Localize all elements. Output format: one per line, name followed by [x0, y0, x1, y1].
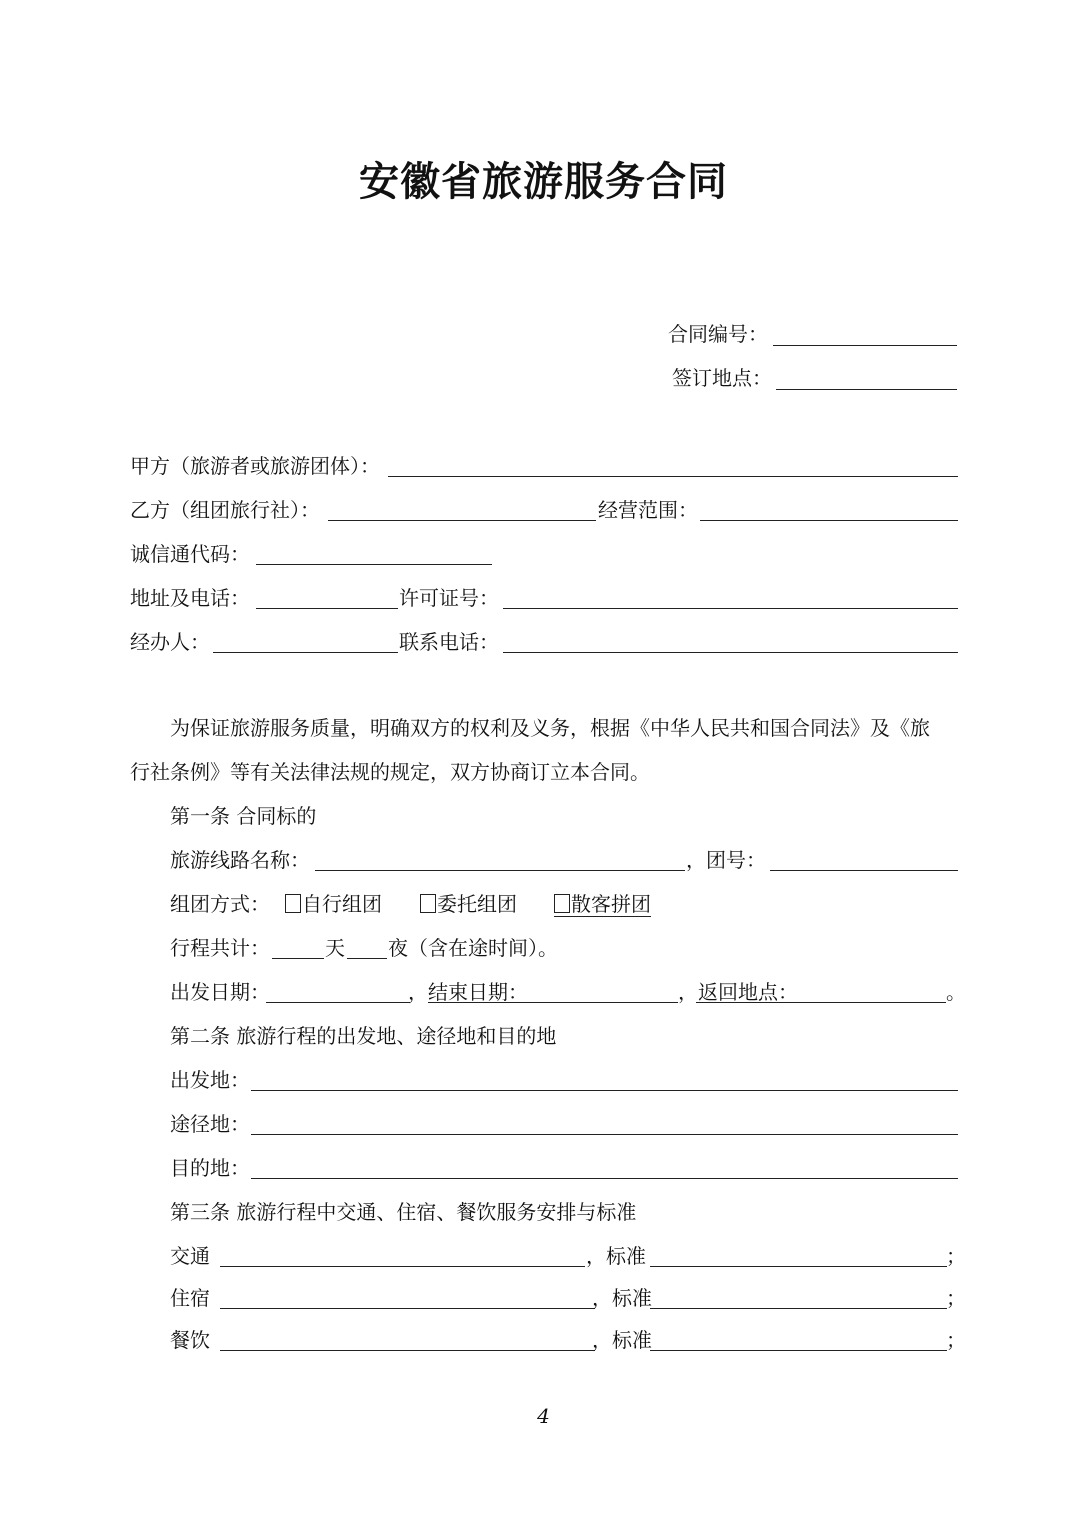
party-a-label: 甲方（旅游者或旅游团体）： — [130, 454, 380, 478]
page-number: 4 — [537, 1404, 550, 1428]
sign-place-field[interactable] — [776, 389, 957, 390]
semicolon: ； — [946, 1328, 966, 1352]
end-date-field[interactable] — [428, 1002, 678, 1003]
article-1-heading: 第一条 合同标的 — [170, 804, 317, 828]
credit-code-label: 诚信通代码： — [130, 542, 250, 566]
lodging-label: 住宿 — [170, 1286, 210, 1310]
transport-standard-field[interactable] — [650, 1266, 947, 1267]
itinerary-prefix: 行程共计： — [170, 936, 270, 960]
credit-code-field[interactable] — [256, 564, 492, 565]
transport-standard-label: ，标准 — [586, 1244, 646, 1268]
option-label: 委托组团 — [437, 892, 517, 916]
transport-field[interactable] — [220, 1266, 585, 1267]
return-place-field[interactable] — [696, 1002, 946, 1003]
sign-place-label: 签订地点： — [672, 366, 772, 390]
license-no-label: 许可证号： — [399, 586, 499, 610]
address-phone-label: 地址及电话： — [130, 586, 250, 610]
contact-phone-field[interactable] — [503, 652, 958, 653]
days-label: 天 — [325, 936, 345, 960]
catering-standard-field[interactable] — [650, 1350, 947, 1351]
lodging-field[interactable] — [220, 1308, 595, 1309]
business-scope-label: 经营范围： — [598, 498, 698, 522]
checkbox-icon[interactable] — [285, 894, 301, 913]
semicolon: ； — [946, 1244, 966, 1268]
departure-date-field[interactable] — [266, 1002, 410, 1003]
semicolon: ； — [946, 1286, 966, 1310]
option-label: 自行组团 — [302, 892, 382, 916]
destination-label: 目的地： — [170, 1156, 250, 1180]
contract-no-label: 合同编号： — [668, 322, 768, 346]
return-place-label: ，返回地点： — [678, 980, 798, 1004]
preamble-line-2: 行社条例》等有关法律法规的规定，双方协商订立本合同。 — [130, 760, 650, 784]
option-label: 散客拼团 — [571, 892, 651, 916]
checkbox-icon[interactable] — [420, 894, 436, 913]
option-individual[interactable] — [554, 892, 651, 917]
days-field[interactable] — [272, 958, 324, 959]
route-name-field[interactable] — [315, 870, 685, 871]
party-b-label: 乙方（组团旅行社）： — [130, 498, 320, 522]
preamble-line-1: 为保证旅游服务质量，明确双方的权利及义务，根据《中华人民共和国合同法》及《旅 — [170, 716, 930, 740]
lodging-standard-label: ，标准 — [592, 1286, 652, 1310]
route-name-label: 旅游线路名称： — [170, 848, 310, 872]
party-a-field[interactable] — [388, 476, 958, 477]
end-date-label: ，结束日期： — [408, 980, 528, 1004]
party-b-field[interactable] — [328, 520, 596, 521]
lodging-standard-field[interactable] — [650, 1308, 947, 1309]
catering-field[interactable] — [220, 1350, 595, 1351]
destination-field[interactable] — [251, 1178, 958, 1179]
option-self-organized[interactable] — [285, 892, 382, 916]
origin-label: 出发地： — [170, 1068, 250, 1092]
option-entrusted[interactable] — [420, 892, 517, 916]
catering-standard-label: ，标准 — [592, 1328, 652, 1352]
via-label: 途径地： — [170, 1112, 250, 1136]
article-3-heading: 第三条 旅游行程中交通、住宿、餐饮服务安排与标准 — [170, 1200, 637, 1224]
group-mode-label: 组团方式： — [170, 892, 270, 916]
contact-phone-label: 联系电话： — [399, 630, 499, 654]
address-phone-field[interactable] — [256, 608, 398, 609]
transport-label: 交通 — [170, 1244, 210, 1268]
nights-field[interactable] — [347, 958, 387, 959]
departure-date-label: 出发日期： — [170, 980, 270, 1004]
period-mark: 。 — [946, 980, 966, 1004]
via-field[interactable] — [251, 1134, 958, 1135]
handler-field[interactable] — [213, 652, 398, 653]
group-no-field[interactable] — [770, 870, 958, 871]
article-2-heading: 第二条 旅游行程的出发地、途径地和目的地 — [170, 1024, 557, 1048]
contract-no-field[interactable] — [773, 345, 957, 346]
business-scope-field[interactable] — [700, 520, 958, 521]
page-title: 安徽省旅游服务合同 — [359, 158, 728, 205]
nights-label: 夜（含在途时间）。 — [388, 936, 558, 960]
license-no-field[interactable] — [503, 608, 958, 609]
handler-label: 经办人： — [130, 630, 210, 654]
origin-field[interactable] — [251, 1090, 958, 1091]
checkbox-icon[interactable] — [554, 894, 570, 913]
catering-label: 餐饮 — [170, 1328, 210, 1352]
group-no-label: ，团号： — [686, 848, 766, 872]
